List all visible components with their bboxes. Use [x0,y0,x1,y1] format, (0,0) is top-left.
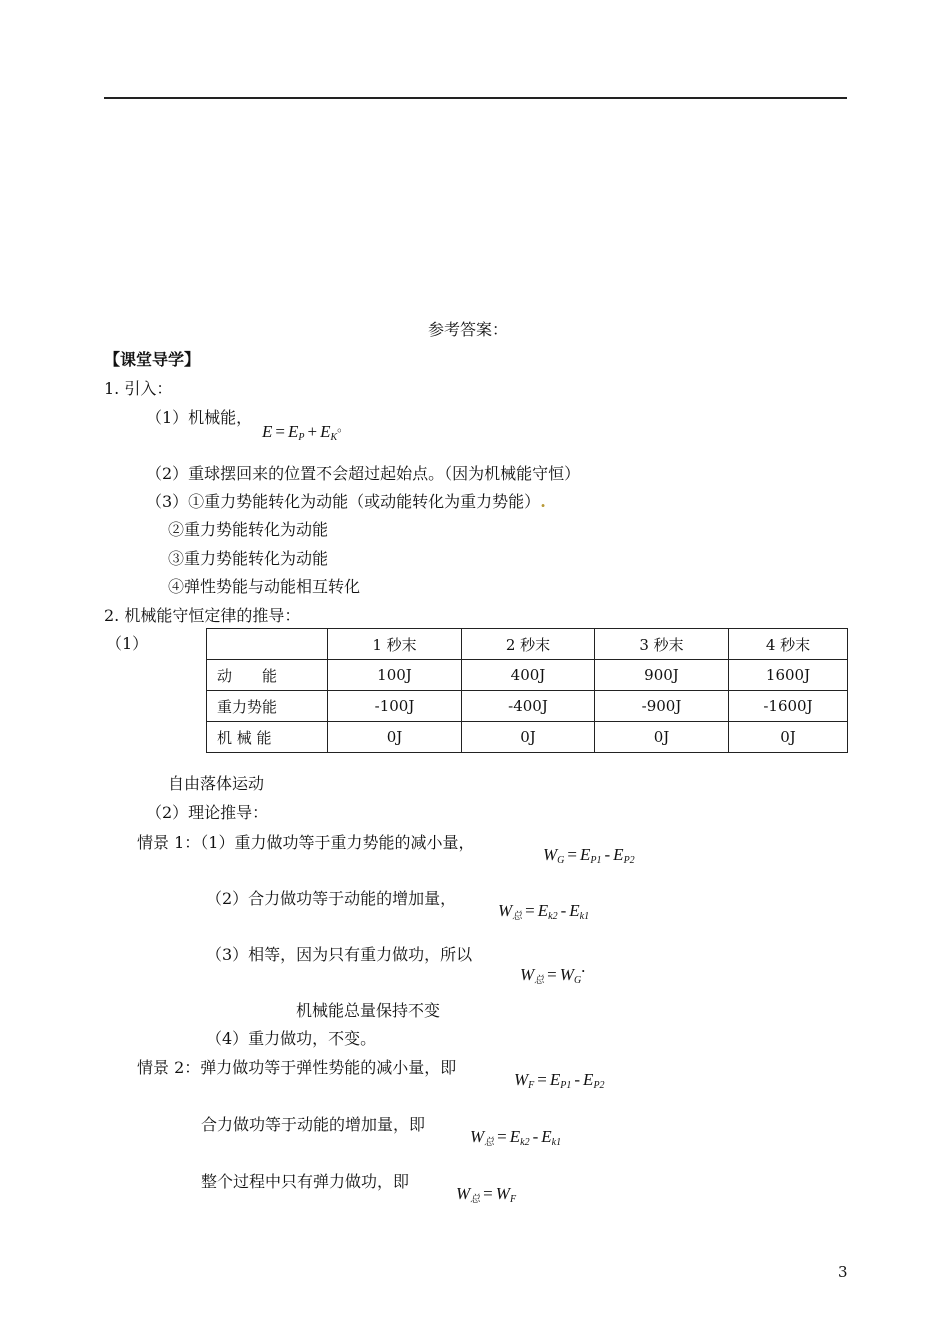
q1-sub2: ②重力势能转化为动能 [168,520,329,539]
scenario1-item2: （2）合力做功等于动能的增加量， [206,889,457,908]
energy-table [206,628,848,753]
table-header-cell: 3 秒末 [595,629,729,660]
table-header-cell: 4 秒末 [729,629,848,660]
section-title: 【课堂导学】 [104,350,201,369]
table-header-cell: 1 秒末 [328,629,462,660]
table-cell: 100J [328,660,462,691]
scenario1-label: 情景 1：（1）重力做功等于重力势能的减小量， [137,833,475,852]
formula-work-equal-2: $W_总 = W_F$ [456,1184,517,1205]
mark-dot: . [540,492,546,511]
table-header-cell: 2 秒末 [462,629,595,660]
after-table-text: 自由落体运动 [168,774,265,793]
page-number: 3 [838,1263,848,1281]
table-cell: 0J [729,722,848,753]
table-cell: -900J [595,691,729,722]
table-cell: -400J [462,691,595,722]
formula-mechanical-energy: $E = E_P + E_K^。$ [262,420,350,443]
q1-title: 1. 引入： [104,379,173,398]
table-header-cell [207,629,328,660]
table-cell: 0J [462,722,595,753]
scenario2-label: 情景 2：弹力做功等于弹性势能的减小量，即 [137,1058,457,1077]
scenario1-item4: （4）重力做功，不变。 [206,1029,377,1048]
table-cell: -100J [328,691,462,722]
table-row [207,691,848,722]
scenario1-item3: （3）相等，因为只有重力做功，所以 [206,945,473,964]
q1-sub4: ④弹性势能与动能相互转化 [168,577,361,596]
table-row-label: 动 能 [207,660,328,691]
table-row-label: 重力势能 [207,691,328,722]
formula-gravity-work: $W_G = E_{P1} - E_{P2}$ [543,845,635,866]
scenario2-item3: 整个过程中只有弹力做功，即 [201,1172,410,1191]
table-cell: 0J [328,722,462,753]
scenario2-item2: 合力做功等于动能的增加量，即 [201,1115,426,1134]
q1-sub3: ③重力势能转化为动能 [168,549,329,568]
table-cell: 0J [595,722,729,753]
table-cell: -1600J [729,691,848,722]
formula-work-equal: $W_总 = W_G$. [520,957,586,986]
q2-title: 2. 机械能守恒定律的推导： [104,606,301,625]
header-rule [104,97,847,99]
table-row [207,722,848,753]
table-cell: 1600J [729,660,848,691]
formula-elastic-work: $W_F = E_{P1} - E_{P2}$ [514,1070,605,1091]
table-row-label: 机 械 能 [207,722,328,753]
q1-item1-text: （1）机械能， [146,408,253,427]
scenario1-conclusion: 机械能总量保持不变 [296,1001,441,1020]
q2-part1-label: （1） [106,634,149,653]
q1-item2: （2）重球摆回来的位置不会超过起始点。（因为机械能守恒） [146,464,581,483]
page-title: 参考答案： [428,320,509,339]
table-row [207,660,848,691]
formula-total-work: $W_总 = E_{k2} - E_{k1}$ [498,901,590,922]
table-header-row [207,629,848,660]
table-cell: 400J [462,660,595,691]
q1-item3: （3）①重力势能转化为动能（或动能转化为重力势能）. [146,492,546,511]
formula-total-work-2: $W_总 = E_{k2} - E_{k1}$ [470,1127,562,1148]
q2-part2-label: （2）理论推导： [146,803,269,822]
table-cell: 900J [595,660,729,691]
